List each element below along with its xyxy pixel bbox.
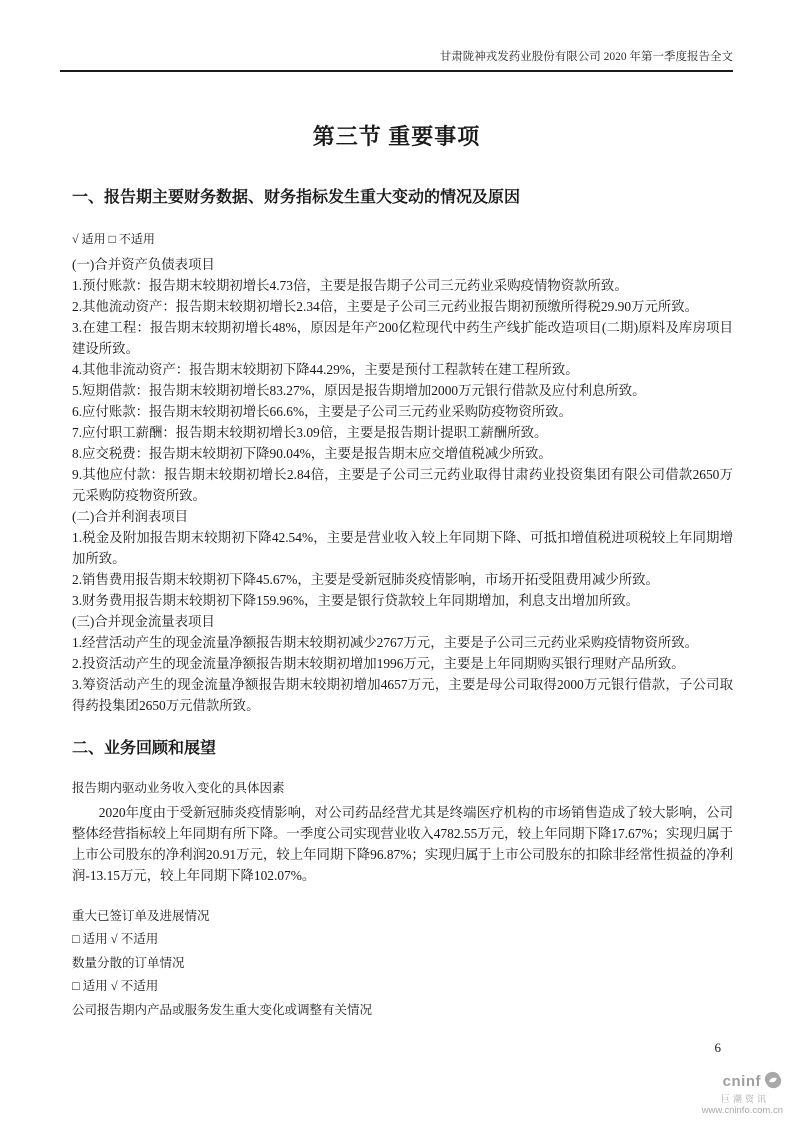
cninfo-brand-cn: 巨潮资讯 (720, 1093, 769, 1104)
financial-changes-body (72, 254, 733, 716)
balance-sheet-item: 5.短期借款：报告期末较期初增长83.27%，原因是报告期增加2000万元银行借款及应付利息所致。 (72, 383, 646, 398)
document-content (72, 187, 733, 1019)
report-header (60, 50, 733, 72)
cash-flow-item: 1.经营活动产生的现金流量净额报告期末较期初减少2767万元，主要是子公司三元药业采购疫情物资所致。 (72, 635, 699, 650)
cninfo-logo-icon (763, 1071, 783, 1094)
income-statement-item: 3.财务费用报告期末较期初下降159.96%，主要是银行贷款较上年同期增加，利息支出增加所致。 (72, 593, 639, 608)
major-orders-applicability-note: □ 适用 √ 不适用 (72, 932, 159, 946)
cash-flow-item: 3.筹资活动产生的现金流量净额报告期末较期初增加4657万元，主要是母公司取得2000万元银行借款，子公司取得药投集团2650万元借款所致。 (72, 677, 733, 713)
balance-sheet-item: 4.其他非流动资产：报告期末较期初下降44.29%，主要是预付工程款转在建工程所致。 (72, 362, 579, 377)
balance-sheet-subheading: (一)合并资产负债表项目 (72, 257, 215, 272)
cninfo-brand-row (723, 1071, 783, 1094)
cninfo-url: www.cninfo.com.cn (701, 1104, 783, 1116)
balance-sheet-item: 3.在建工程：报告期末较期初增长48%，原因是年产200亿粒现代中药生产线扩能改造项目(二期)原料及库房项目建设所致。 (72, 320, 733, 356)
section-1-applicability-note: √ 适用 □ 不适用 (72, 232, 155, 246)
revenue-drivers-label: 报告期内驱动业务收入变化的具体因素 (72, 781, 285, 795)
major-orders-label: 重大已签订单及进展情况 (72, 909, 210, 923)
report-header-text: 甘肃陇神戎发药业股份有限公司 2020 年第一季度报告全文 (439, 51, 733, 63)
section-2-heading: 二、业务回顾和展望 (72, 740, 217, 757)
balance-sheet-item: 1.预付账款：报告期末较期初增长4.73倍，主要是报告期子公司三元药业采购疫情物资款所致。 (72, 278, 628, 293)
cash-flow-item: 2.投资活动产生的现金流量净额报告期末较期初增加1996万元，主要是上年同期购买银行理财产品所致。 (72, 656, 685, 671)
product-change-label: 公司报告期内产品或服务发生重大变化或调整有关情况 (72, 1003, 373, 1017)
cninfo-watermark (702, 1071, 783, 1116)
balance-sheet-item: 9.其他应付款：报告期末较期初增长2.84倍，主要是子公司三元药业取得甘肃药业投资集团有限公司借款2650万元采购防疫物资所致。 (72, 467, 733, 503)
business-review-paragraph: 2020年度由于受新冠肺炎疫情影响，对公司药品经营尤其是终端医疗机构的市场销售造成了较大影响，公司整体经营指标较上年同期有所下降。一季度公司实现营业收入4782.55万元，较上年同期下降17.67%；实现归属于上市公司股东的净利润20.91万元，较上年同期下降96.87%；实现归属于上市公司股东的扣除非经常性损益的净利润-13.15万元，较上年同期下降102.07%。 (72, 805, 733, 883)
page-number: 6 (714, 1040, 721, 1055)
cash-flow-subheading: (三)合并现金流量表项目 (72, 614, 215, 629)
balance-sheet-item: 2.其他流动资产：报告期末较期初增长2.34倍，主要是子公司三元药业报告期初预缴所得税29.90万元所致。 (72, 299, 699, 314)
income-statement-subheading: (二)合并利润表项目 (72, 509, 189, 524)
page-title: 第三节 重要事项 (312, 124, 481, 149)
income-statement-item: 1.税金及附加报告期末较期初下降42.54%，主要是营业收入较上年同期下降、可抵扣增值税进项税较上年同期增加所致。 (72, 530, 733, 566)
balance-sheet-item: 6.应付账款：报告期末较期初增长66.6%，主要是子公司三元药业采购防疫物资所致。 (72, 404, 572, 419)
scattered-orders-applicability-note: □ 适用 √ 不适用 (72, 979, 159, 993)
income-statement-item: 2.销售费用报告期末较期初下降45.67%，主要是受新冠肺炎疫情影响，市场开拓受阻费用减少所致。 (72, 572, 659, 587)
section-1-heading: 一、报告期主要财务数据、财务指标发生重大变动的情况及原因 (72, 189, 521, 206)
balance-sheet-item: 8.应交税费：报告期末较期初下降90.04%，主要是报告期末应交增值税减少所致。 (72, 446, 552, 461)
scattered-orders-label: 数量分散的订单情况 (72, 956, 185, 970)
cninfo-brand: cninf (722, 1073, 761, 1091)
balance-sheet-item: 7.应付职工薪酬：报告期末较期初增长3.09倍，主要是报告期计提职工薪酬所致。 (72, 425, 548, 440)
